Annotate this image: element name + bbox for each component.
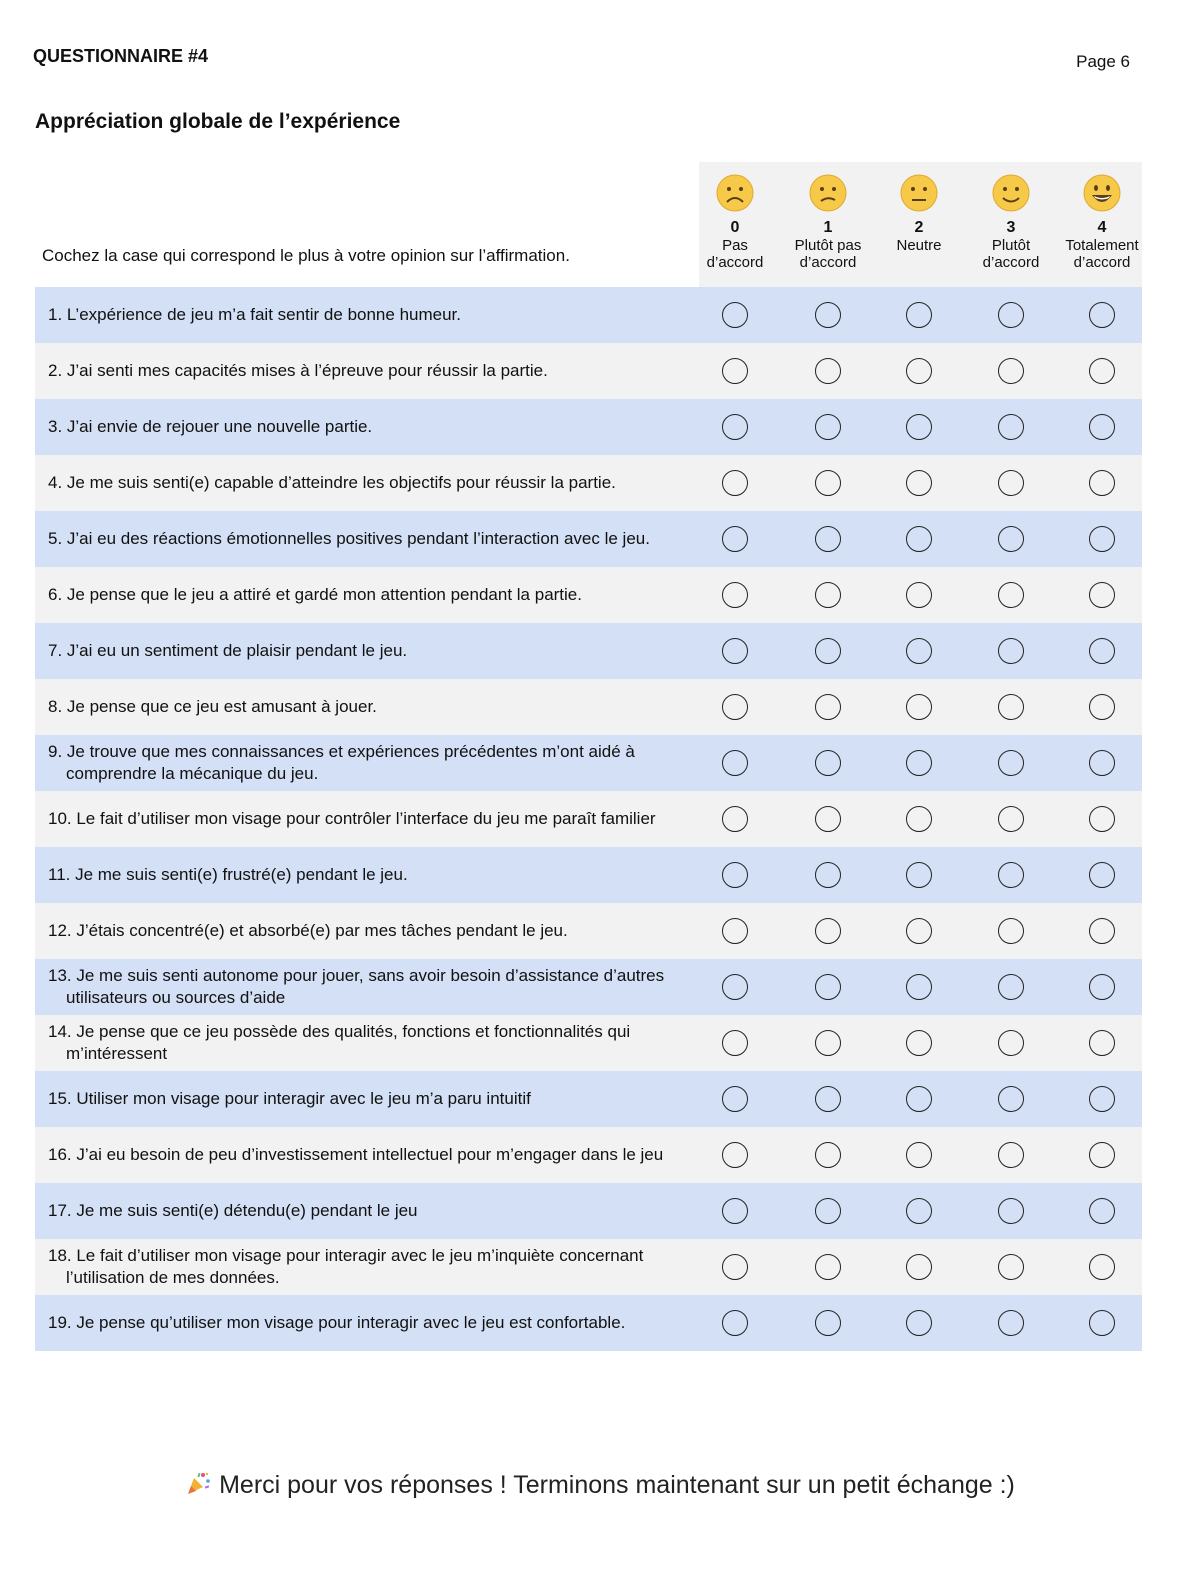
radio-item-9-option-2[interactable]	[906, 750, 932, 776]
radio-item-5-option-4[interactable]	[1089, 526, 1115, 552]
item-text: 11. Je me suis senti(e) frustré(e) pendant le jeu.	[48, 865, 408, 884]
radio-item-13-option-3[interactable]	[998, 974, 1024, 1000]
radio-item-3-option-0[interactable]	[722, 414, 748, 440]
radio-item-3-option-4[interactable]	[1089, 414, 1115, 440]
table-row	[35, 1183, 1142, 1239]
table-row	[35, 1295, 1142, 1351]
radio-item-18-option-4[interactable]	[1089, 1254, 1115, 1280]
table-row	[35, 903, 1142, 959]
radio-item-1-option-3[interactable]	[998, 302, 1024, 328]
radio-item-2-option-3[interactable]	[998, 358, 1024, 384]
radio-item-15-option-1[interactable]	[815, 1086, 841, 1112]
radio-item-13-option-1[interactable]	[815, 974, 841, 1000]
radio-item-6-option-1[interactable]	[815, 582, 841, 608]
survey-table	[35, 162, 1142, 1351]
radio-item-16-option-1[interactable]	[815, 1142, 841, 1168]
radio-item-8-option-0[interactable]	[722, 694, 748, 720]
table-row	[35, 791, 1142, 847]
radio-item-11-option-4[interactable]	[1089, 862, 1115, 888]
scale-label: Neutre	[896, 237, 942, 254]
radio-item-13-option-0[interactable]	[722, 974, 748, 1000]
scale-label: Pas d’accord	[706, 237, 764, 271]
radio-item-7-option-0[interactable]	[722, 638, 748, 664]
scale-value: 2	[914, 219, 924, 236]
radio-item-17-option-0[interactable]	[722, 1198, 748, 1224]
radio-item-4-option-4[interactable]	[1089, 470, 1115, 496]
radio-item-11-option-0[interactable]	[722, 862, 748, 888]
radio-item-16-option-4[interactable]	[1089, 1142, 1115, 1168]
radio-item-5-option-0[interactable]	[722, 526, 748, 552]
radio-item-15-option-2[interactable]	[906, 1086, 932, 1112]
item-text: 10. Le fait d’utiliser mon visage pour contrôler l’interface du jeu me paraît familier	[48, 809, 656, 828]
radio-item-5-option-1[interactable]	[815, 526, 841, 552]
radio-item-8-option-3[interactable]	[998, 694, 1024, 720]
radio-item-3-option-1[interactable]	[815, 414, 841, 440]
questionnaire-title: QUESTIONNAIRE #4	[33, 46, 209, 66]
instruction-text: Cochez la case qui correspond le plus à votre opinion sur l’affirmation.	[42, 246, 570, 265]
neutral-face-icon	[899, 173, 939, 213]
table-row	[35, 455, 1142, 511]
table-row	[35, 847, 1142, 903]
radio-item-5-option-3[interactable]	[998, 526, 1024, 552]
radio-item-6-option-3[interactable]	[998, 582, 1024, 608]
radio-item-1-option-4[interactable]	[1089, 302, 1115, 328]
radio-item-19-option-1[interactable]	[815, 1310, 841, 1336]
item-text: 15. Utiliser mon visage pour interagir avec le jeu m’a paru intuitif	[48, 1089, 531, 1108]
radio-item-12-option-4[interactable]	[1089, 918, 1115, 944]
item-text: 12. J’étais concentré(e) et absorbé(e) par mes tâches pendant le jeu.	[48, 921, 568, 940]
radio-item-9-option-3[interactable]	[998, 750, 1024, 776]
table-header	[35, 162, 1142, 287]
radio-item-10-option-1[interactable]	[815, 806, 841, 832]
radio-item-5-option-2[interactable]	[906, 526, 932, 552]
table-row	[35, 1015, 1142, 1071]
radio-item-2-option-0[interactable]	[722, 358, 748, 384]
item-text: 9. Je trouve que mes connaissances et expériences précédentes m’ont aidé à comprendre la mécanique du jeu.	[48, 742, 635, 783]
radio-item-1-option-1[interactable]	[815, 302, 841, 328]
radio-item-19-option-4[interactable]	[1089, 1310, 1115, 1336]
radio-item-16-option-3[interactable]	[998, 1142, 1024, 1168]
radio-item-6-option-2[interactable]	[906, 582, 932, 608]
radio-item-15-option-3[interactable]	[998, 1086, 1024, 1112]
radio-item-10-option-0[interactable]	[722, 806, 748, 832]
radio-item-14-option-4[interactable]	[1089, 1030, 1115, 1056]
item-text: 6. Je pense que le jeu a attiré et gardé mon attention pendant la partie.	[48, 585, 582, 604]
table-row	[35, 1127, 1142, 1183]
radio-item-18-option-0[interactable]	[722, 1254, 748, 1280]
item-text: 7. J’ai eu un sentiment de plaisir pendant le jeu.	[48, 641, 408, 660]
radio-item-15-option-4[interactable]	[1089, 1086, 1115, 1112]
radio-item-17-option-1[interactable]	[815, 1198, 841, 1224]
item-text: 18. Le fait d’utiliser mon visage pour interagir avec le jeu m’inquiète concernant l’utilisation de mes données.	[48, 1246, 644, 1287]
radio-item-8-option-2[interactable]	[906, 694, 932, 720]
footer-text: Merci pour vos réponses ! Terminons maintenant sur un petit échange :)	[219, 1471, 1015, 1499]
radio-item-3-option-3[interactable]	[998, 414, 1024, 440]
table-row	[35, 679, 1142, 735]
confused-face-icon	[808, 173, 848, 213]
radio-item-14-option-3[interactable]	[998, 1030, 1024, 1056]
grinning-face-icon	[1082, 173, 1122, 213]
item-text: 16. J’ai eu besoin de peu d’investissement intellectuel pour m’engager dans le jeu	[48, 1145, 664, 1164]
radio-item-16-option-2[interactable]	[906, 1142, 932, 1168]
radio-item-13-option-2[interactable]	[906, 974, 932, 1000]
scale-value: 4	[1097, 219, 1107, 236]
radio-item-17-option-3[interactable]	[998, 1198, 1024, 1224]
radio-item-17-option-4[interactable]	[1089, 1198, 1115, 1224]
radio-item-15-option-0[interactable]	[722, 1086, 748, 1112]
radio-item-2-option-2[interactable]	[906, 358, 932, 384]
item-text: 13. Je me suis senti autonome pour jouer, sans avoir besoin d’assistance d’autres utilisateurs ou sources d’aide	[48, 966, 665, 1007]
radio-item-12-option-1[interactable]	[815, 918, 841, 944]
radio-item-8-option-1[interactable]	[815, 694, 841, 720]
radio-item-12-option-2[interactable]	[906, 918, 932, 944]
radio-item-7-option-4[interactable]	[1089, 638, 1115, 664]
table-row	[35, 623, 1142, 679]
page-number: Page 6	[1076, 52, 1130, 71]
radio-item-8-option-4[interactable]	[1089, 694, 1115, 720]
item-text: 1. L’expérience de jeu m’a fait sentir de bonne humeur.	[48, 305, 461, 324]
radio-item-11-option-3[interactable]	[998, 862, 1024, 888]
table-row	[35, 567, 1142, 623]
radio-item-1-option-0[interactable]	[722, 302, 748, 328]
radio-item-3-option-2[interactable]	[906, 414, 932, 440]
item-text: 19. Je pense qu’utiliser mon visage pour interagir avec le jeu est confortable.	[48, 1313, 626, 1332]
radio-item-2-option-4[interactable]	[1089, 358, 1115, 384]
item-text: 5. J’ai eu des réactions émotionnelles positives pendant l’interaction avec le jeu.	[48, 529, 650, 548]
scale-option-4	[1047, 162, 1157, 287]
radio-item-13-option-4[interactable]	[1089, 974, 1115, 1000]
radio-item-9-option-1[interactable]	[815, 750, 841, 776]
scale-value: 1	[823, 219, 833, 236]
radio-item-4-option-1[interactable]	[815, 470, 841, 496]
radio-item-7-option-2[interactable]	[906, 638, 932, 664]
radio-item-18-option-1[interactable]	[815, 1254, 841, 1280]
frowning-face-icon	[715, 173, 755, 213]
radio-item-10-option-4[interactable]	[1089, 806, 1115, 832]
scale-header	[699, 162, 1142, 287]
radio-item-2-option-1[interactable]	[815, 358, 841, 384]
radio-item-6-option-4[interactable]	[1089, 582, 1115, 608]
radio-item-19-option-0[interactable]	[722, 1310, 748, 1336]
section-title: Appréciation globale de l’expérience	[35, 110, 401, 133]
radio-item-6-option-0[interactable]	[722, 582, 748, 608]
radio-item-14-option-0[interactable]	[722, 1030, 748, 1056]
radio-item-19-option-3[interactable]	[998, 1310, 1024, 1336]
radio-item-7-option-1[interactable]	[815, 638, 841, 664]
radio-item-12-option-3[interactable]	[998, 918, 1024, 944]
radio-item-16-option-0[interactable]	[722, 1142, 748, 1168]
table-row	[35, 511, 1142, 567]
scale-value: 0	[730, 219, 740, 236]
scale-label: Plutôt pas d’accord	[794, 237, 862, 271]
radio-item-9-option-4[interactable]	[1089, 750, 1115, 776]
radio-item-9-option-0[interactable]	[722, 750, 748, 776]
footer	[0, 1470, 1200, 1500]
item-text: 2. J’ai senti mes capacités mises à l’épreuve pour réussir la partie.	[48, 361, 548, 380]
slightly-smiling-face-icon	[991, 173, 1031, 213]
radio-item-17-option-2[interactable]	[906, 1198, 932, 1224]
item-text: 17. Je me suis senti(e) détendu(e) pendant le jeu	[48, 1201, 418, 1220]
radio-item-14-option-1[interactable]	[815, 1030, 841, 1056]
item-list	[35, 287, 1142, 1351]
radio-item-11-option-1[interactable]	[815, 862, 841, 888]
table-row	[35, 287, 1142, 343]
table-row	[35, 399, 1142, 455]
radio-item-10-option-3[interactable]	[998, 806, 1024, 832]
radio-item-1-option-2[interactable]	[906, 302, 932, 328]
item-text: 4. Je me suis senti(e) capable d’atteindre les objectifs pour réussir la partie.	[48, 473, 616, 492]
radio-item-18-option-3[interactable]	[998, 1254, 1024, 1280]
radio-item-18-option-2[interactable]	[906, 1254, 932, 1280]
radio-item-11-option-2[interactable]	[906, 862, 932, 888]
item-text: 14. Je pense que ce jeu possède des qualités, fonctions et fonctionnalités qui m’intéressent	[48, 1022, 631, 1063]
scale-label: Plutôt d’accord	[982, 237, 1040, 271]
table-row	[35, 343, 1142, 399]
radio-item-4-option-2[interactable]	[906, 470, 932, 496]
table-row	[35, 735, 1142, 791]
radio-item-12-option-0[interactable]	[722, 918, 748, 944]
party-popper-icon	[185, 1470, 211, 1496]
item-text: 8. Je pense que ce jeu est amusant à jouer.	[48, 697, 377, 716]
radio-item-4-option-0[interactable]	[722, 470, 748, 496]
radio-item-4-option-3[interactable]	[998, 470, 1024, 496]
scale-value: 3	[1006, 219, 1016, 236]
radio-item-10-option-2[interactable]	[906, 806, 932, 832]
scale-label: Totalement d’accord	[1065, 237, 1139, 271]
item-text: 3. J’ai envie de rejouer une nouvelle partie.	[48, 417, 373, 436]
table-row	[35, 1071, 1142, 1127]
radio-item-19-option-2[interactable]	[906, 1310, 932, 1336]
table-row	[35, 1239, 1142, 1295]
radio-item-7-option-3[interactable]	[998, 638, 1024, 664]
table-row	[35, 959, 1142, 1015]
radio-item-14-option-2[interactable]	[906, 1030, 932, 1056]
